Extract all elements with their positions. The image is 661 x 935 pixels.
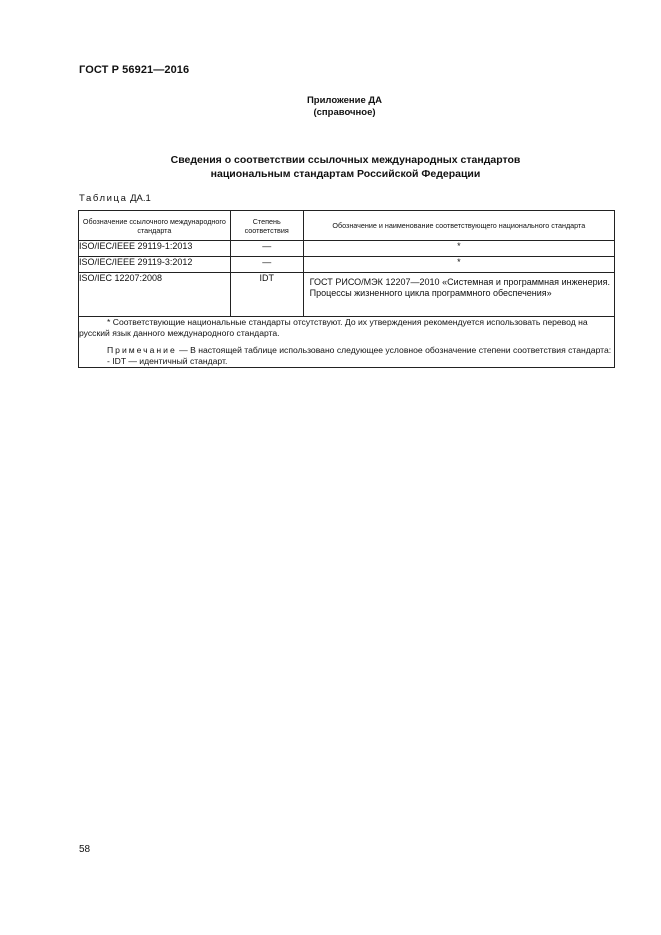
appendix-heading [0,95,661,119]
cell-international-standard: ISO/IEC/IEEE 29119-3:2012 [79,257,231,273]
cell-degree: IDT [230,273,303,317]
cell-degree: — [230,257,303,273]
note-label: Примечание [107,345,177,355]
cell-national-standard: * [303,241,614,257]
table-row [79,273,615,317]
cell-degree: — [230,241,303,257]
appendix-subtitle: (справочное) [313,107,376,118]
cell-national-standard: * [303,257,614,273]
table-caption-word: Таблица [79,193,128,204]
column-header-degree: Степень соответствия [230,211,303,241]
section-title-line-1: Сведения о соответствии ссылочных международных стандартов [170,154,521,166]
cell-international-standard: ISO/IEC/IEEE 29119-1:2013 [79,241,231,257]
table-note [79,345,614,356]
column-header-international-standard: Обозначение ссылочного международного стандарта [79,211,231,241]
appendix-title: Приложение ДА [306,95,383,106]
page-number: 58 [79,844,91,855]
note-text: — В настоящей таблице использовано следующее условное обозначение степени соответствия стандарта: [176,345,612,355]
table-row [79,257,615,273]
table-caption-number: ДА.1 [130,193,151,204]
table-caption [79,193,151,204]
correspondence-table [78,210,615,368]
note-list-item: - IDT — идентичный стандарт. [107,356,228,366]
section-title-line-2: национальным стандартам Российской Федерации [210,168,481,180]
section-title [0,153,661,181]
table-footnote: * Соответствующие национальные стандарты отсутствуют. До их утверждения рекомендуется использовать перевод на русский язык данного международного стандарта. [79,317,588,338]
column-header-national-standard: Обозначение и наименование соответствующего национального стандарта [303,211,614,241]
document-standard-id: ГОСТ Р 56921—2016 [79,64,190,76]
cell-national-standard: ГОСТ РИСО/МЭК 12207—2010 «Системная и программная инженерия. Процессы жизненного цикла программного обеспечения» [303,273,614,317]
cell-international-standard: ISO/IEC 12207:2008 [79,273,231,317]
table-row [79,241,615,257]
table-notes-row [79,317,615,368]
table-notes [79,317,615,368]
table-header-row [79,211,615,241]
